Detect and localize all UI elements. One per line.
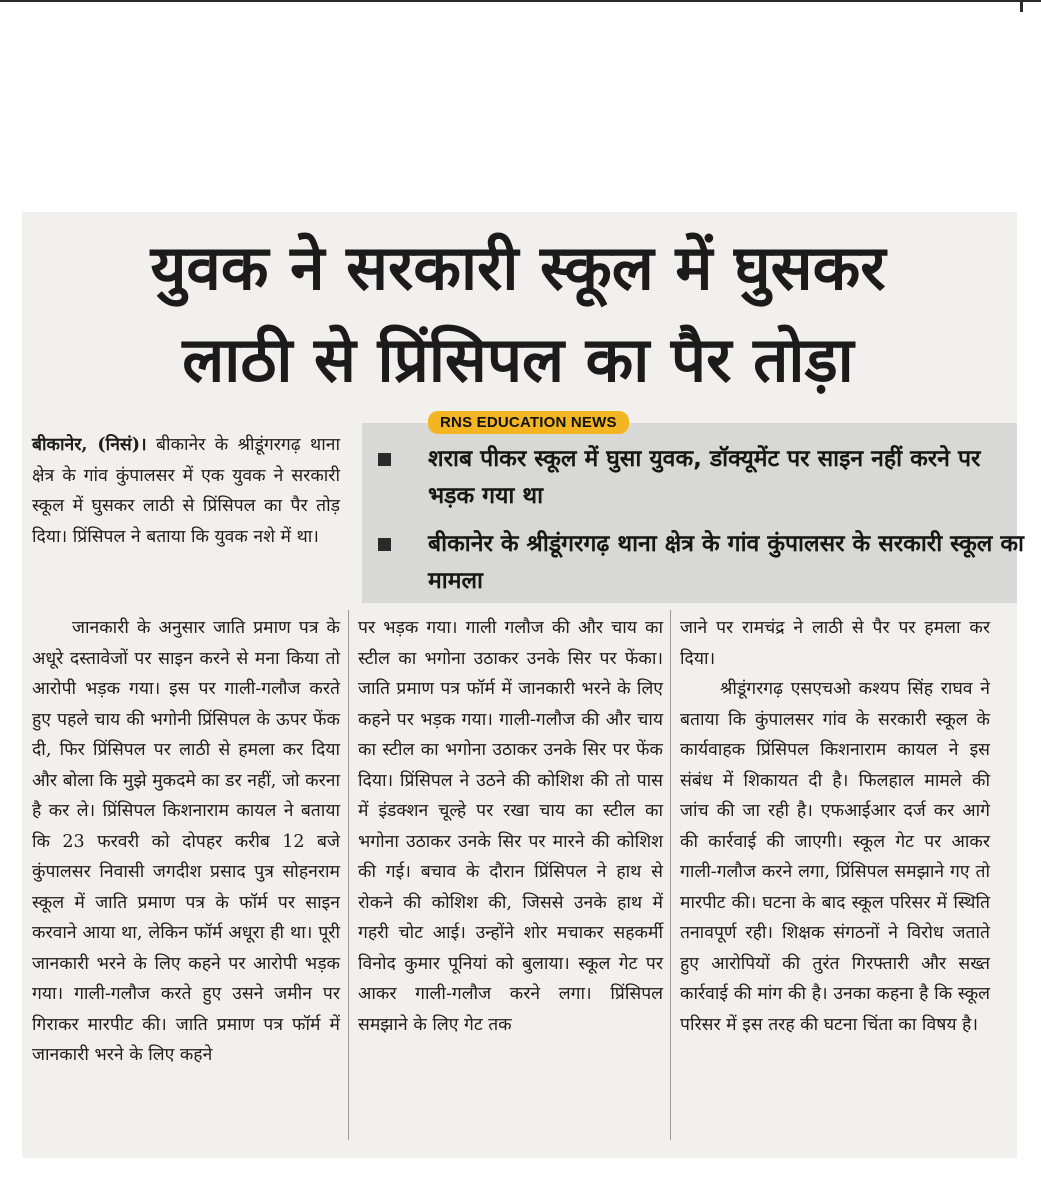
square-bullet-icon xyxy=(378,453,391,466)
square-bullet-icon xyxy=(378,538,391,551)
column-divider xyxy=(348,610,349,1140)
dateline: बीकानेर, (निसं)। xyxy=(32,435,147,455)
column-1-top xyxy=(32,430,340,552)
headline-line-1: युवक ने सरकारी स्कूल में घुसकर xyxy=(150,231,886,304)
highlight-text-2: बीकानेर के श्रीडूंगरगढ़ थाना क्षेत्र के गांव कुंपालसर के सरकारी स्कूल का मामला xyxy=(428,531,1025,594)
top-border-line xyxy=(0,0,1041,2)
column-1-paragraph: जानकारी के अनुसार जाति प्रमाण पत्र के अधूरे दस्तावेजों पर साइन करने से मना किया तो आरोपी भड़क गया। इस पर गाली-गलौज करते हुए पहले चाय की भगोनी प्रिंसिपल के ऊपर फेंक दी, फिर प्रिंसिपल पर लाठी से हमला कर दिया और बोला कि मुझे मुकदमे का डर नहीं, जो करना है कर ले। प्रिंसिपल किशनाराम कायल ने बताया कि 23 फरवरी को दोपहर करीब 12 बजे कुंपालसर निवासी जगदीश प्रसाद पुत्र सोहनराम स्कूल में जाति प्रमाण पत्र के फॉर्म पर साइन करवाने आया था, लेकिन फॉर्म अधूरा ही था। पूरी जानकारी भरने के लिए कहने पर आरोपी भड़क गया। गाली-गलौज करते हुए उसने जमीन पर गिराकर मारपीट की। जाति प्रमाण पत्र फॉर्म में जानकारी भरने के लिए कहने xyxy=(32,618,340,1065)
headline-line-2: लाठी से प्रिंसिपल का पैर तोड़ा xyxy=(182,323,854,396)
headline xyxy=(28,222,1008,406)
column-3-paragraph-2-wrap xyxy=(680,674,990,1040)
column-2 xyxy=(358,613,663,1040)
section-tag: RNS EDUCATION NEWS xyxy=(428,411,629,434)
column-2-paragraph: पर भड़क गया। गाली गलौज की और चाय का स्टील का भगोना उठाकर उनके सिर पर फेंका। जाति प्रमाण पत्र फॉर्म में जानकारी भरने के लिए कहने पर भड़क गया। गाली-गलौज की और चाय का स्टील का भगोना उठाकर उनके सिर पर फेंक दिया। प्रिंसिपल ने उठने की कोशिश की तो पास में इंडक्शन चूल्हे पर रखा चाय का स्टील का भगोना उठाकर उनके सिर पर मारने की कोशिश की गई। बचाव के दौरान प्रिंसिपल ने हाथ से रोकने की कोशिश की, जिससे उनके हाथ में गहरी चोट आई। उन्होंने शोर मचाकर सहकर्मी विनोद कुमार पूनियां को बुलाया। स्कूल गेट पर आकर गाली-गलौज करने लगा। प्रिंसिपल समझाने के लिए गेट तक xyxy=(358,618,663,1035)
intro-paragraph: बीकानेर के श्रीडूंगरगढ़ थाना क्षेत्र के गांव कुंपालसर में एक युवक ने सरकारी स्कूल में घुसकर लाठी से प्रिंसिपल का पैर तोड़ दिया। प्रिंसिपल ने बताया कि युवक नशे में था। xyxy=(32,435,340,547)
column-1 xyxy=(32,613,340,1071)
column-3 xyxy=(680,613,990,1040)
highlight-text-1: शराब पीकर स्कूल में घुसा युवक, डॉक्यूमेंट पर साइन नहीं करने पर भड़क गया था xyxy=(428,446,981,509)
top-border-tick xyxy=(1020,0,1023,12)
column-3-paragraph-1: जाने पर रामचंद्र ने लाठी से पैर पर हमला कर दिया। xyxy=(680,618,990,669)
column-divider xyxy=(670,610,671,1140)
column-3-paragraph-2: श्रीडूंगरगढ़ एसएचओ कश्यप सिंह राघव ने बताया कि कुंपालसर गांव के सरकारी स्कूल के कार्यवाहक प्रिंसिपल किशनाराम कायल ने इस संबंध में शिकायत दी है। फिलहाल मामले की जांच की जा रही है। एफआईआर दर्ज कर आगे की कार्रवाई की जाएगी। स्कूल गेट पर आकर गाली-गलौज करने लगा, प्रिंसिपल समझाने गए तो मारपीट की। घटना के बाद स्कूल परिसर में स्थिति तनावपूर्ण रही। शिक्षक संगठनों ने विरोध जताते हुए आरोपियों की तुरंत गिरफ्तारी और सख्त कार्रवाई की मांग की है। उनका कहना है कि स्कूल परिसर में इस तरह की घटना चिंता का विषय है। xyxy=(680,679,990,1035)
